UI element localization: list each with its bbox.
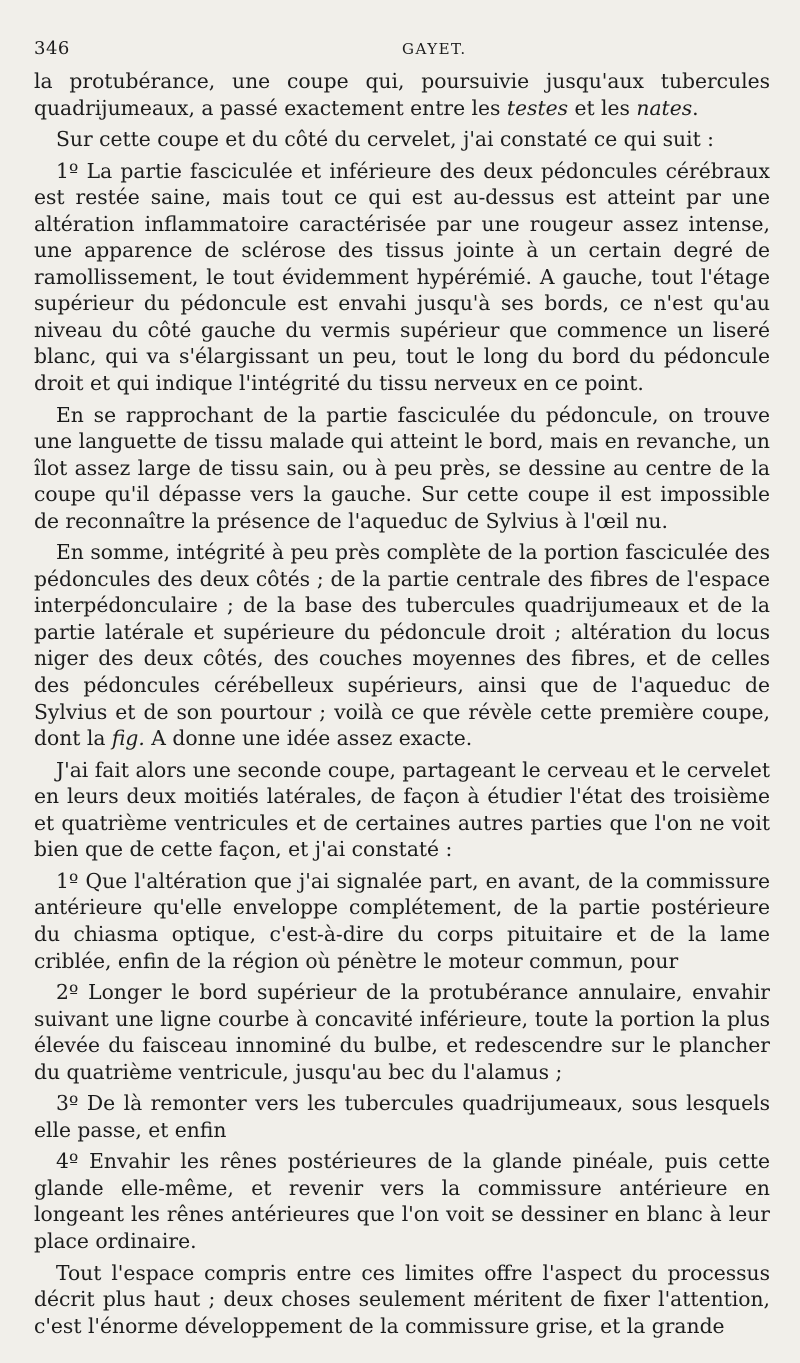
running-head-title: GAYET. — [402, 40, 467, 58]
paragraph — [34, 539, 770, 751]
paragraph — [34, 868, 770, 974]
italic-text: testes — [506, 95, 569, 120]
paragraph — [34, 126, 770, 153]
paragraph — [34, 979, 770, 1085]
paragraph — [34, 757, 770, 863]
paragraph-text: En se rapprochant de la partie fasciculée du pédoncule, on trouve une languette de tissu malade qui atteint le bord, mais en revanche, un îlot assez large de tissu sain, ou à peu près, se dessine au centre de la coupe qu'il dépasse vers la gauche. Sur cette coupe il est impossible de reconnaître la présence de l'aqueduc de Sylvius à l'œil nu. — [34, 402, 770, 533]
paragraph-text: et les — [568, 95, 637, 120]
paragraph — [34, 68, 770, 121]
paragraph-text: . — [692, 95, 699, 120]
paragraph-text: J'ai fait alors une seconde coupe, partageant le cerveau et le cervelet en leurs deux moitiés latérales, de façon à étudier l'état des troisième et quatrième ventricules et de certaines autres parties que l'on ne voit bien que de cette façon, et j'ai constaté : — [34, 757, 770, 862]
page-number: 346 — [34, 38, 70, 59]
paragraph — [34, 402, 770, 535]
italic-text: nates — [636, 95, 693, 120]
paragraph — [34, 1148, 770, 1254]
paragraph-text: 1º Que l'altération que j'ai signalée part, en avant, de la commissure antérieure qu'elle enveloppe complétement, de la partie postérieure du chiasma optique, c'est-à-dire du corps pituitaire et de la lame criblée, enfin de la région où pénètre le moteur commun, pour — [34, 868, 770, 973]
body-text — [34, 68, 770, 1339]
paragraph — [34, 1090, 770, 1143]
paragraph — [34, 158, 770, 397]
paragraph-text: Tout l'espace compris entre ces limites offre l'aspect du processus décrit plus haut ; deux choses seulement méritent de fixer l'attention, c'est l'énorme développement de la commissure grise, et la grande — [34, 1260, 770, 1338]
running-head — [34, 38, 770, 68]
paragraph-text: Sur cette coupe et du côté du cervelet, j'ai constaté ce qui suit : — [56, 127, 715, 152]
italic-text: fig. — [111, 726, 145, 751]
paragraph-text: la protubérance, une coupe qui, poursuivie jusqu'aux tubercules quadrijumeaux, a passé exactement entre les — [34, 69, 770, 120]
paragraph-text: 4º Envahir les rênes postérieures de la glande pinéale, puis cette glande elle-même, et revenir vers la commissure antérieure en longeant les rênes antérieures que l'on voit se dessiner en blanc à leur place ordinaire. — [34, 1149, 770, 1253]
paragraph-text: 3º De là remonter vers les tubercules quadrijumeaux, sous lesquels elle passe, et enfin — [34, 1091, 770, 1142]
paragraph-text: 1º La partie fasciculée et inférieure des deux pédoncules cérébraux est restée saine, mais tout ce qui est au-dessus est atteint par une altération inflammatoire caractérisée par une rougeur assez intense, une apparence de sclérose des tissus jointe à un certain degré de ramollissement, le tout évidemment hypérémié. A gauche, tout l'étage supérieur du pédoncule est envahi jusqu'à ses bords, ce n'est qu'au niveau du côté gauche du vermis supérieur que commence un liseré blanc, qui va s'élargissant un peu, tout le long du bord du pédoncule droit et qui indique l'intégrité du tissu nerveux en ce point. — [34, 158, 770, 396]
paragraph-text: 2º Longer le bord supérieur de la protubérance annulaire, envahir suivant une ligne courbe à concavité inférieure, toute la portion la plus élevée du faisceau innominé du bulbe, et redescendre sur le plancher du quatrième ventricule, jusqu'au bec du l'alamus ; — [34, 980, 770, 1084]
paragraph-text: A donne une idée assez exacte. — [144, 726, 473, 751]
paragraph-text: En somme, intégrité à peu près complète de la portion fasciculée des pédoncules des deux côtés ; de la partie centrale des fibres de l'espace interpédonculaire ; de la base des tubercules quadrijumeaux et de la partie latérale et supérieure du pédoncule droit ; altération du locus niger des deux côtés, des couches moyennes des fibres, et de celles des pédoncules cérébelleux supérieurs, ainsi que de l'aqueduc de Sylvius et de son pourtour ; voilà ce que révèle cette première coupe, dont la — [34, 540, 770, 751]
paragraph — [34, 1260, 770, 1340]
